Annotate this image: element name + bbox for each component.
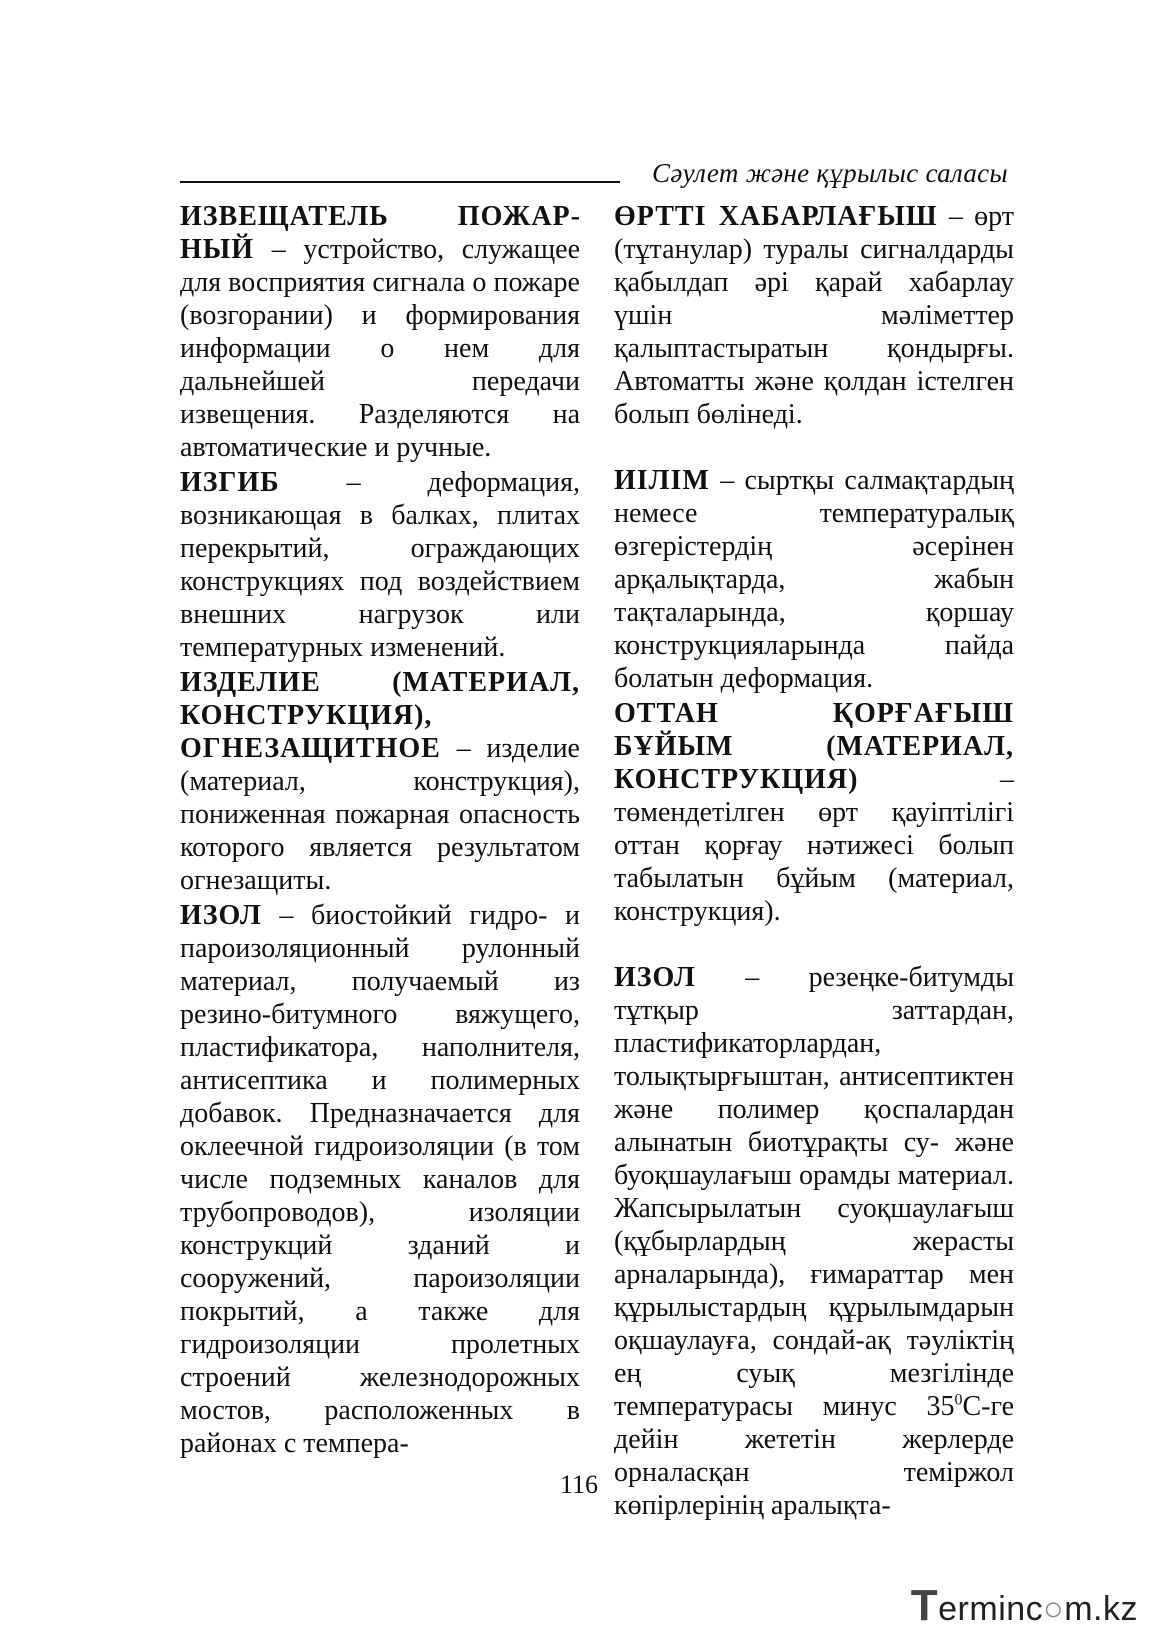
header-rule <box>180 181 620 183</box>
running-header: Сәулет және құрылыс саласы <box>652 158 1008 188</box>
entry-definition: – төмендетілген өрт қауіптілігі оттан қорғау нәтижесі болып табылатын бұйым (материал, конструкция). <box>614 764 1014 927</box>
magnifier-icon: ○ <box>1043 1590 1065 1628</box>
left-column <box>180 200 580 1462</box>
entry-definition: – изделие (материал, конструкция), пониженная пожарная опасность которого является результатом огнезащиты. <box>180 733 580 896</box>
entry-definition: – деформация, возникающая в балках, плитах перекрытий, ограждающих конструкциях под воздействием внешних нагрузок или температурных изменений. <box>180 467 580 663</box>
entry-term: ИЗДЕЛИЕ (МАТЕРИАЛ, КОНСТРУКЦИЯ), ОГНЕЗАЩИТНОЕ <box>180 667 580 764</box>
watermark-text: erminc <box>938 1590 1044 1628</box>
entry-term: ИЗВЕЩАТЕЛЬ ПОЖАРНЫЙ <box>180 201 580 265</box>
entry-izveshchatel <box>180 200 580 464</box>
entry-term: ӨРТТІ ХАБАРЛАҒЫШ <box>614 201 938 232</box>
entry-definition: – өрт (тұтанулар) туралы сигналдарды қабылдап әрі қарай хабарлау үшін мәліметтер қалыптастыратын қондырғы. Автоматты және қолдан істелген болып бөлінеді. <box>614 201 1014 430</box>
entry-term: ИЗГИБ <box>180 467 280 498</box>
entry-definition-end: С-ге дейін жететін жерлерде орналасқан теміржол көпірлерінің аралықта- <box>614 1391 1014 1521</box>
right-column <box>614 200 1014 1524</box>
entry-term: ОТТАН ҚОРҒАҒЫШ БҰЙЫМ (МАТЕРИАЛ, КОНСТРУКЦИЯ) <box>614 698 1014 795</box>
watermark-initial: T <box>910 1581 939 1630</box>
entry-definition: – сыртқы салмақтардың немесе температуралық өзгерістердің әсерінен арқалықтарда, жабын тақталарында, қоршау конструкцияларында пайда болатын деформация. <box>614 465 1014 694</box>
entry-definition: – биостойкий гидро- и пароизоляционный рулонный материал, получаемый из резино-битумного вяжущего, пластификатора, наполнителя, антисептика и полимерных добавок. Предназначается для оклеечной гидроизоляции (в том числе подземных каналов для трубопроводов), изоляции конструкций зданий и сооружений, пароизоляции покрытий, а также для гидроизоляции пролетных строений железнодорожных мостов, расположенных в районах с темпера- <box>180 900 580 1459</box>
entry-iilim <box>614 464 1014 695</box>
degree-superscript: 0 <box>954 1391 963 1409</box>
entry-ortti-habarlagysh <box>614 200 1014 431</box>
entry-izgib <box>180 466 580 664</box>
watermark-domain: m.kz <box>1064 1590 1138 1628</box>
entry-izol-ru <box>180 899 580 1460</box>
entry-definition: – резеңке-битумды тұтқыр заттардан, пластификаторлардан, толықтырғыштан, антисептиктен және полимер қоспалардан алынатын биотұрақты су- және буоқшаулағыш орамды материал. Жапсырылатын суоқшаулағыш (құбырлардың жерасты арналарында), ғимараттар мен құрылыстардың құрылымдарын оқшаулауға, сондай-ақ тәуліктің ең суық мезгілінде температурасы минус 35 <box>614 962 1014 1422</box>
entry-term: ИІЛІМ <box>614 465 710 496</box>
entry-ottan-korgagysh <box>614 697 1014 928</box>
entry-izdelie <box>180 666 580 897</box>
entry-definition: – устройство, служащее для восприятия сигнала о пожаре (возгорании) и формирования информации о нем для дальнейшей передачи извещения. Разделяются на автоматические и ручные. <box>180 234 580 463</box>
page-number: 116 <box>559 1470 599 1499</box>
site-watermark <box>911 1581 1138 1631</box>
entry-izol-kz <box>614 961 1014 1522</box>
entry-term: ИЗОЛ <box>614 962 696 993</box>
entry-term: ИЗОЛ <box>180 900 262 931</box>
